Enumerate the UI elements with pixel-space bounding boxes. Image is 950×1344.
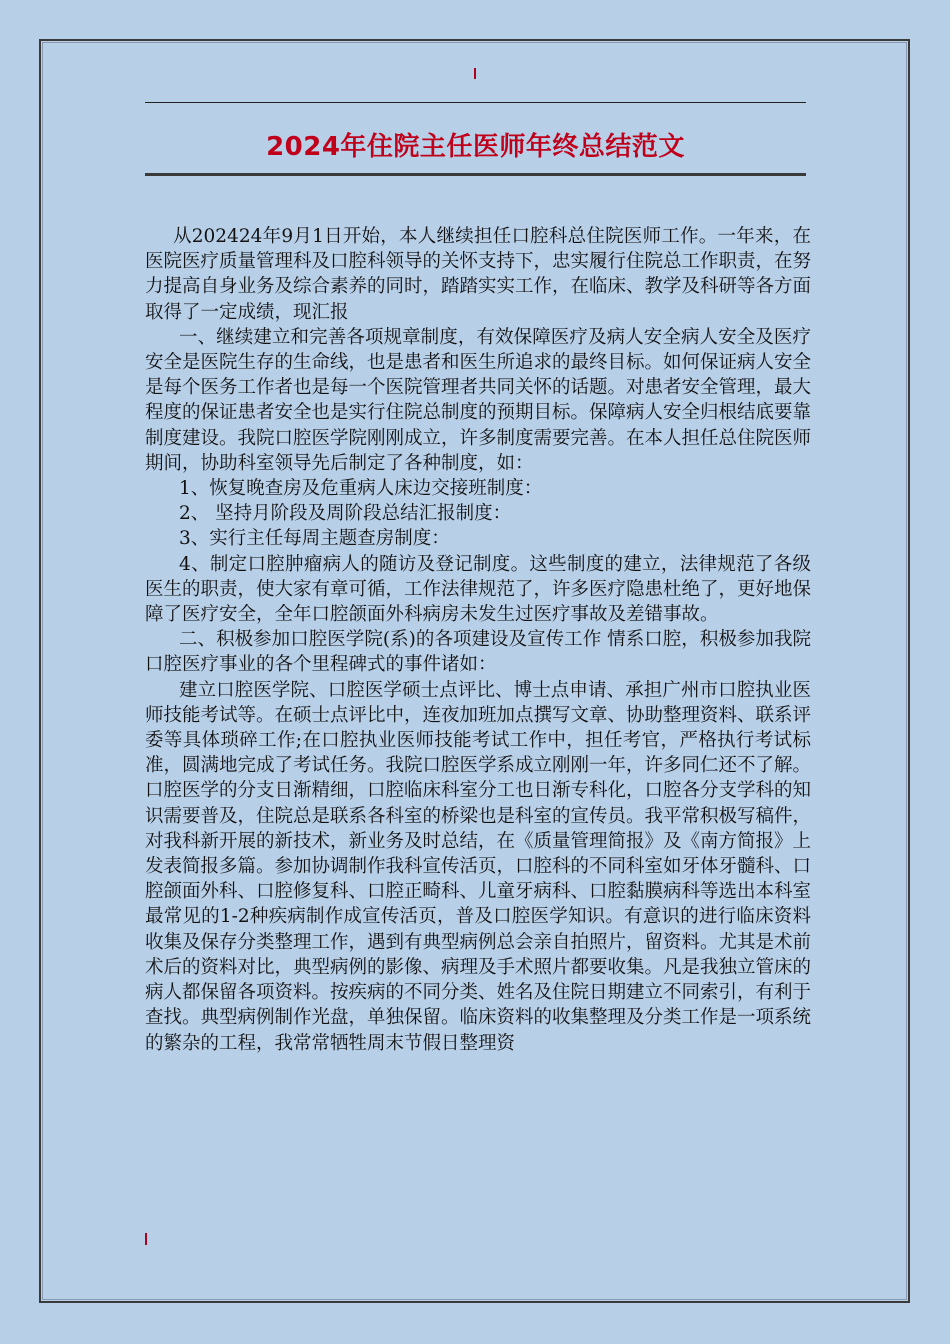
list-item-3: 3、实行主任每周主题查房制度： [179,528,450,550]
list-item-4: 4、制定口腔肿瘤病人的随访及登记制度。这些制度的建立，法律规范了各级医生的职责，使大家有章可循，工作法律规范了，许多医疗隐患杜绝了，更好地保障了医疗安全，全年口腔颌面外科病房未发生过医疗事故及差错事故。 [145,553,812,626]
document-body [145,224,811,1056]
list-item-1: 1、恢复晚查房及危重病人床边交接班制度： [179,478,543,500]
paragraph-section-2-detail: 建立口腔医学院、口腔医学硕士点评比、博士点申请、承担广州市口腔执业医师技能考试等。在硕士点评比中，连夜加班加点撰写文章、协助整理资料、联系评委等具体琐碎工作;在口腔执业医师技能考试工作中，担任考官，严格执行考试标准，圆满地完成了考试任务。我院口腔医学系成立刚刚一年，许多同仁还不了解。口腔医学的分支日渐精细，口腔临床科室分工也日渐专科化，口腔各分支学科的知识需要普及，住院总是联系各科室的桥梁也是科室的宣传员。我平常积极写稿件，对我科新开展的新技术，新业务及时总结，在《质量管理简报》及《南方简报》上发表简报多篇。参加协调制作我科宣传活页，口腔科的不同科室如牙体牙髓科、口腔颌面外科、口腔修复科、口腔正畸科、儿童牙病科、口腔黏膜病科等选出本科室最常见的1-2种疾病制作成宣传活页，普及口腔医学知识。有意识的进行临床资料收集及保存分类整理工作，遇到有典型病例总会亲自拍照片，留资料。尤其是术前术后的资料对比，典型病例的影像、病理及手术照片都要收集。凡是我独立管床的病人都保留各项资料。按疾病的不同分类、姓名及住院日期建立不同索引，有利于查找。典型病例制作光盘，单独保留。临床资料的收集整理及分类工作是一项系统的繁杂的工程，我常常牺牲周末节假日整理资 [145,679,812,1054]
document-title: 2024年住院主任医师年终总结范文 [266,132,685,162]
header-marker [474,68,476,79]
paragraph-section-2: 二、积极参加口腔医学院(系)的各项建设及宣传工作 情系口腔，积极参加我院口腔医疗事业的各个里程碑式的事件诸如： [145,629,811,676]
footer-marker [145,1233,147,1245]
title-underline [145,173,806,176]
header-rule [145,102,806,103]
paragraph-intro: 从202424年9月1日开始，本人继续担任口腔科总住院医师工作。一年来，在医院医疗质量管理科及口腔科领导的关怀支持下，忠实履行住院总工作职责，在努力提高自身业务及综合素养的同时，踏踏实实工作，在临床、教学及科研等各方面取得了一定成绩，现汇报 [145,226,812,323]
list-item-2: 2、 坚持月阶段及周阶段总结汇报制度： [179,503,512,525]
paragraph-section-1: 一、继续建立和完善各项规章制度，有效保障医疗及病人安全病人安全及医疗安全是医院生存的生命线，也是患者和医生所追求的最终目标。如何保证病人安全是每个医务工作者也是每一个医院管理者共同关怀的话题。对患者安全管理，最大程度的保证患者安全也是实行住院总制度的预期目标。保障病人安全归根结底要靠制度建设。我院口腔医学院刚刚成立，许多制度需要完善。在本人担任总住院医师期间，协助科室领导先后制定了各种制度，如： [145,326,812,474]
